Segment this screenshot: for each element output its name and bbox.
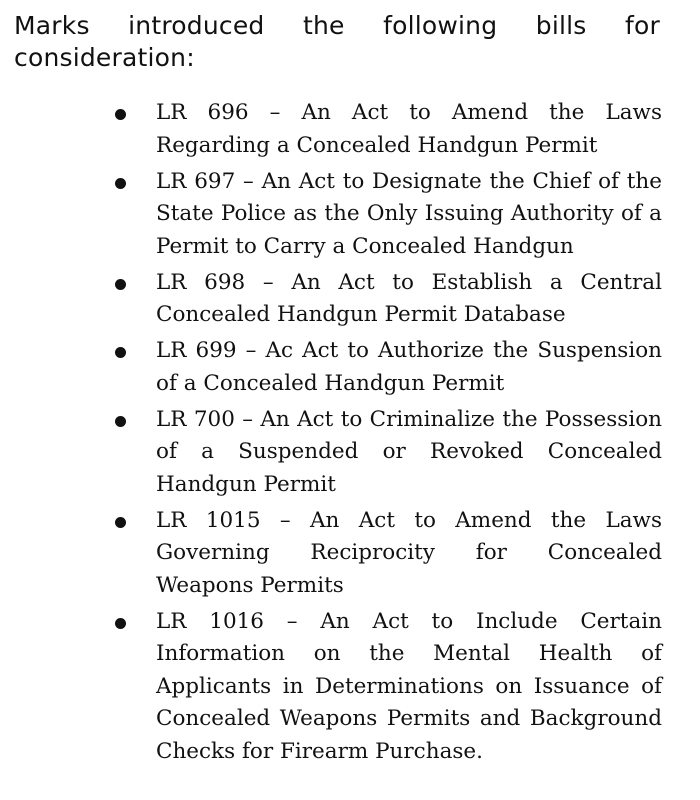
bill-text: LR 697 – An Act to Designate the Chief of the State Police as the Only Issuing Authority of a Permit to Carry a Concealed Handgun	[156, 168, 662, 259]
intro-paragraph: Marks introduced the following bills for consideration:	[14, 11, 660, 72]
bullet-icon	[115, 109, 126, 120]
bill-item	[110, 404, 662, 502]
bullet-icon	[115, 618, 126, 629]
bill-text: LR 699 – Ac Act to Authorize the Suspension of a Concealed Handgun Permit	[156, 338, 662, 396]
bill-item	[110, 166, 662, 264]
bullet-icon	[115, 347, 126, 358]
bill-item	[110, 97, 662, 162]
bill-item	[110, 606, 662, 769]
bill-item	[110, 335, 662, 400]
bill-item	[110, 505, 662, 603]
bullet-icon	[115, 416, 126, 427]
bullet-icon	[115, 517, 126, 528]
bullet-icon	[115, 279, 126, 290]
bill-list	[110, 97, 662, 772]
bill-text: LR 700 – An Act to Criminalize the Possession of a Suspended or Revoked Concealed Handgun Permit	[156, 406, 662, 497]
bullet-icon	[115, 178, 126, 189]
bill-text: LR 698 – An Act to Establish a Central Concealed Handgun Permit Database	[156, 269, 662, 327]
bill-text: LR 1016 – An Act to Include Certain Information on the Mental Health of Applicants in Determinations on Issuance of Concealed Weapons Permits and Background Checks for Firearm Purchase.	[156, 608, 662, 764]
bill-text: LR 696 – An Act to Amend the Laws Regarding a Concealed Handgun Permit	[156, 100, 662, 158]
bill-text: LR 1015 – An Act to Amend the Laws Governing Reciprocity for Concealed Weapons Permits	[156, 507, 662, 598]
bill-item	[110, 267, 662, 332]
